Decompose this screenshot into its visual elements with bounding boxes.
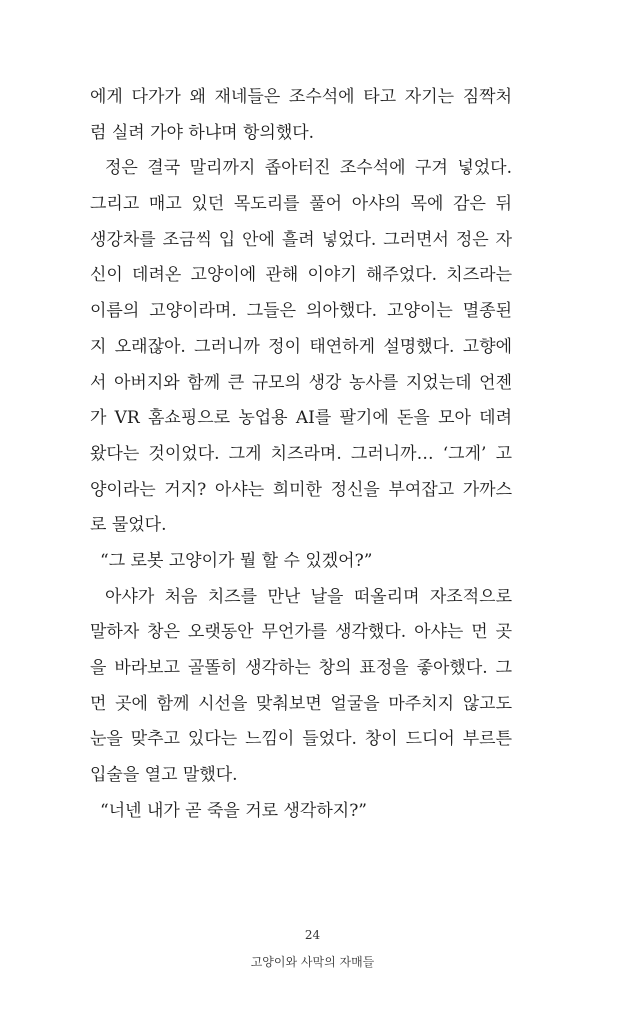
text-line: 가 VR 홈쇼핑으로 농업용 AI를 팔기에 돈을 모아 데려 <box>90 408 512 429</box>
page-number: 24 <box>304 928 321 942</box>
text-line: 로 물었다. <box>90 515 167 536</box>
text-line: 말하자 창은 오랫동안 무언가를 생각했다. 아샤는 먼 곳 <box>90 622 512 643</box>
text-line: 신이 데려온 고양이에 관해 이야기 해주었다. 치즈라는 <box>90 265 512 286</box>
body-text <box>90 80 512 829</box>
text-line: 먼 곳에 함께 시선을 맞춰보면 얼굴을 마주치지 않고도 <box>90 693 512 714</box>
text-line: 눈을 맞추고 있다는 느낌이 들었다. 창이 드디어 부르튼 <box>90 729 512 750</box>
text-line: 생강차를 조금씩 입 안에 흘려 넣었다. 그러면서 정은 자 <box>90 229 512 250</box>
text-line: 양이라는 거지? 아샤는 희미한 정신을 부여잡고 가까스 <box>90 479 512 500</box>
text-line: 왔다는 것이었다. 그게 치즈라며. 그러니까… ‘그게’ 고 <box>90 443 512 464</box>
text-line: 입술을 열고 말했다. <box>90 765 238 786</box>
text-line: 에게 다가가 왜 재네들은 조수석에 타고 자기는 짐짝처 <box>90 87 512 107</box>
dialogue-line: “너넨 내가 곧 죽을 거로 생각하지?” <box>100 800 368 821</box>
text-line: 아샤가 처음 치즈를 만난 날을 떠올리며 자조적으로 <box>105 586 512 607</box>
text-line: 그리고 매고 있던 목도리를 풀어 아샤의 목에 감은 뒤 <box>90 194 512 215</box>
text-line: 이름의 고양이라며. 그들은 의아했다. 고양이는 멸종된 <box>90 301 512 322</box>
text-line: 럼 실려 가야 하냐며 항의했다. <box>90 122 315 143</box>
text-line: 서 아버지와 함께 큰 규모의 생강 농사를 지었는데 언젠 <box>90 372 512 393</box>
dialogue-line: “그 로봇 고양이가 뭘 할 수 있겠어?” <box>100 550 373 571</box>
text-line: 정은 결국 말리까지 좁아터진 조수석에 구겨 넣었다. <box>105 158 512 179</box>
text-line: 을 바라보고 골똘히 생각하는 창의 표정을 좋아했다. 그 <box>90 658 512 678</box>
text-line: 지 오래잖아. 그러니까 정이 태연하게 설명했다. 고향에 <box>90 336 512 357</box>
book-title: 고양이와 사막의 자매들 <box>250 955 375 969</box>
